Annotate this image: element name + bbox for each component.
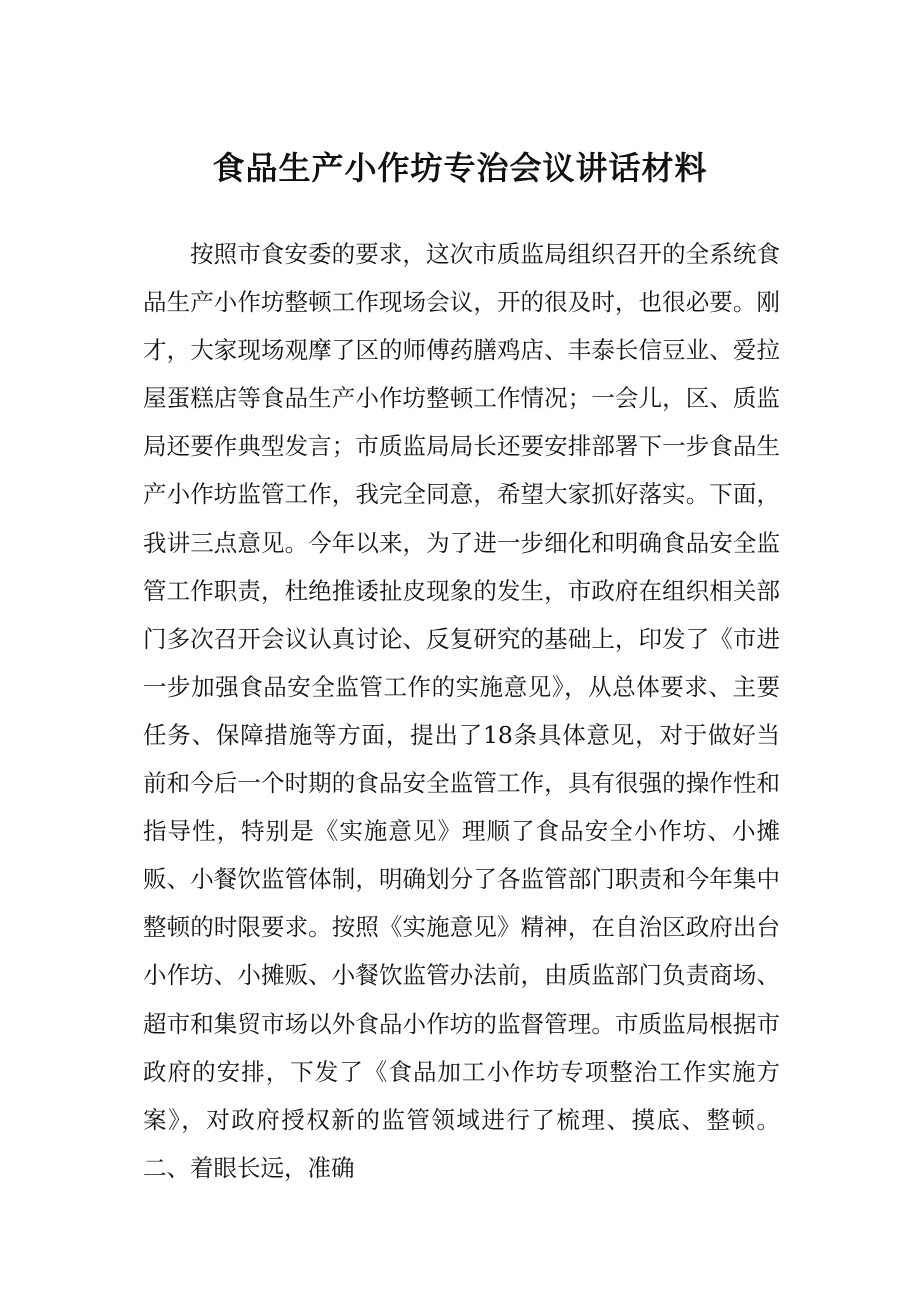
- document-title: 食品生产小作坊专治会议讲话材料: [212, 149, 708, 187]
- body-paragraph: 按照市食安委的要求，这次市质监局组织召开的全系统食品生产小作坊整顿工作现场会议，开的很及时，也很必要。刚才，大家现场观摩了区的师傅药膳鸡店、丰泰长信豆业、爱拉屋蛋糕店等食品生产小作坊整顿工作情况；一会儿，区、质监局还要作典型发言；市质监局局长还要安排部署下一步食品生产小作坊监管工作，我完全同意，希望大家抓好落实。下面，我讲三点意见。今年以来，为了进一步细化和明确食品安全监管工作职责，杜绝推诿扯皮现象的发生，市政府在组织相关部门多次召开会议认真讨论、反复研究的基础上，印发了《市进一步加强食品安全监管工作的实施意见》，从总体要求、主要任务、保障措施等方面，提出了18条具体意见，对于做好当前和今后一个时期的食品安全监管工作，具有很强的操作性和指导性，特别是《实施意见》理顺了食品安全小作坊、小摊贩、小餐饮监管体制，明确划分了各监管部门职责和今年集中整顿的时限要求。按照《实施意见》精神，在自治区政府出台小作坊、小摊贩、小餐饮监管办法前，由质监部门负责商场、超市和集贸市场以外食品小作坊的监督管理。市质监局根据市政府的安排，下发了《食品加工小作坊专项整治工作实施方案》，对政府授权新的监管领域进行了梳理、摸底、整顿。二、着眼长远，准确: [143, 240, 780, 1182]
